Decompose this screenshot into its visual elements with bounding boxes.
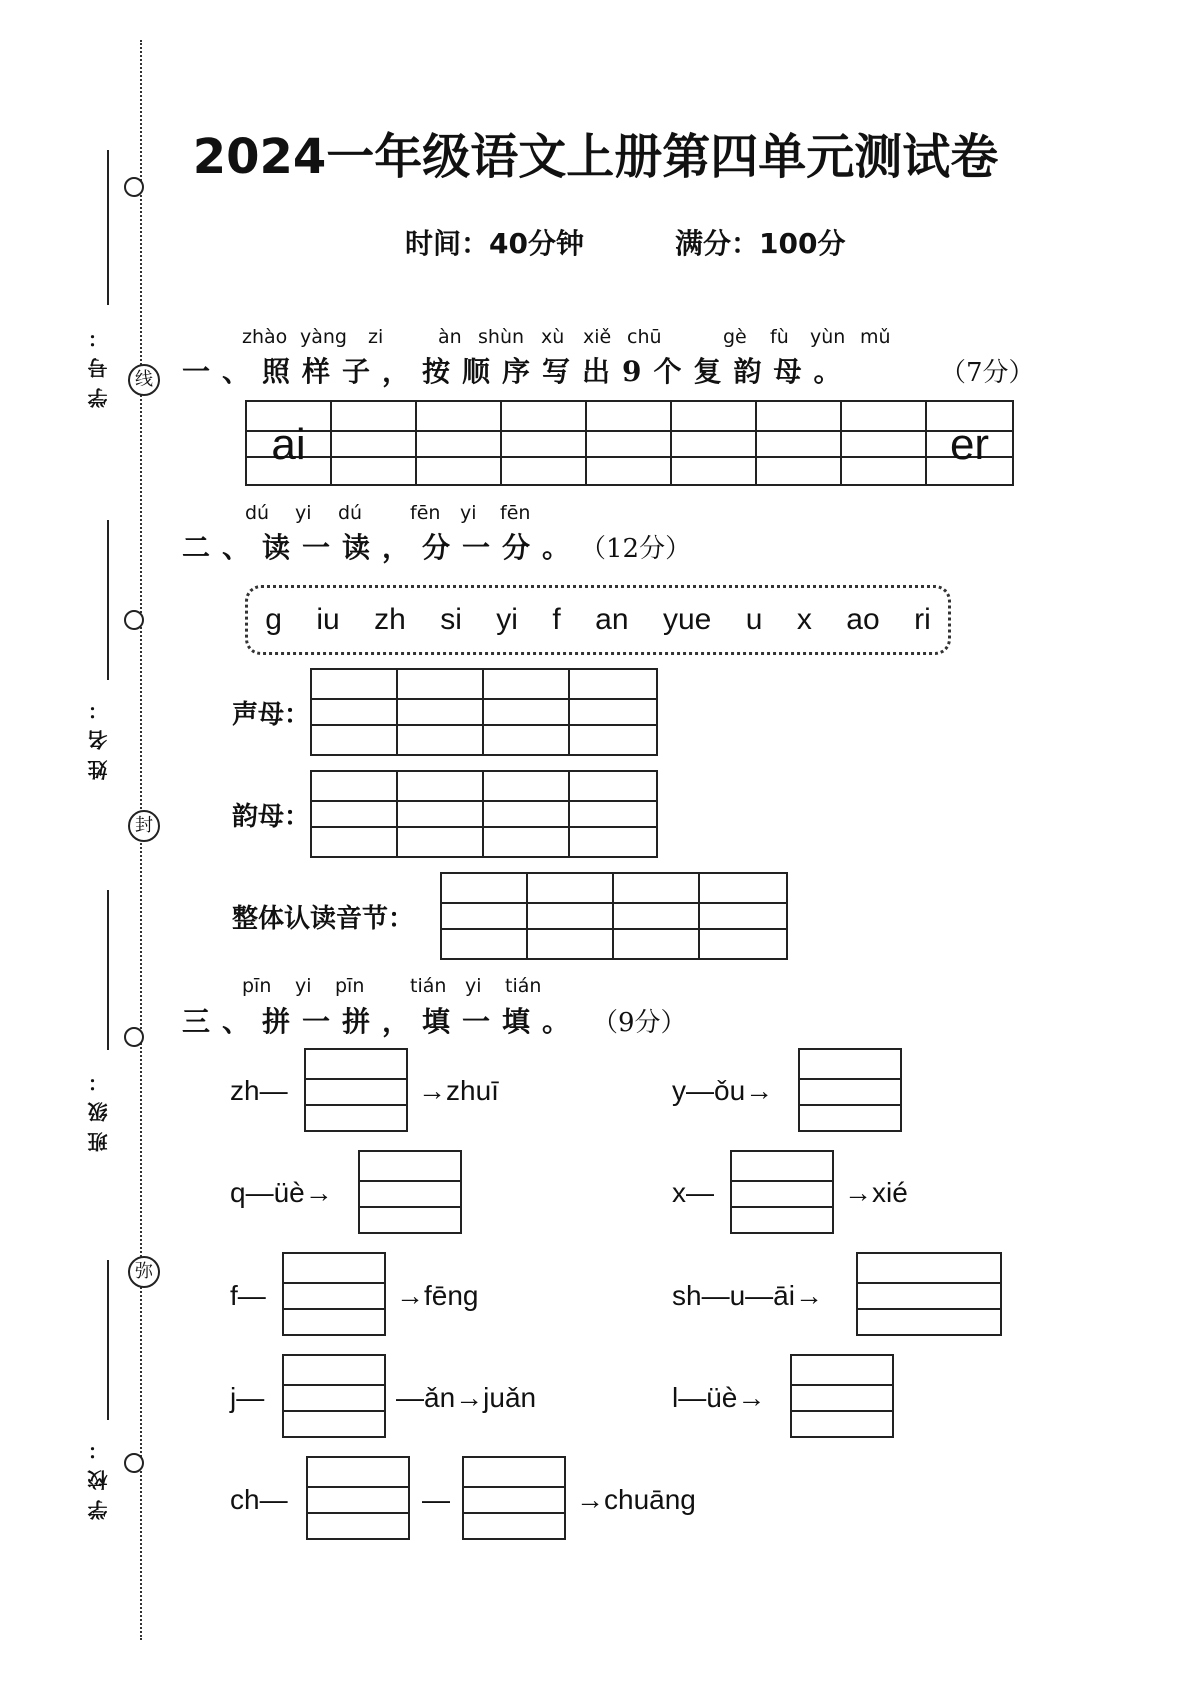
- full-score-label: 满分：100分: [675, 227, 846, 260]
- answer-box[interactable]: [282, 1252, 386, 1336]
- syllable-prefix: x—: [672, 1177, 714, 1208]
- phoneme[interactable]: ao: [846, 603, 880, 636]
- answer-box[interactable]: [730, 1150, 834, 1234]
- phoneme[interactable]: yue: [662, 603, 712, 636]
- pinyin: fēn: [500, 502, 531, 524]
- pinyin: chū: [627, 326, 662, 348]
- syllable-prefix: j—: [230, 1382, 265, 1413]
- answer-box[interactable]: [358, 1150, 462, 1234]
- writing-cell[interactable]: [570, 670, 656, 754]
- writing-cell[interactable]: [332, 402, 417, 484]
- seal-feng: 封: [128, 810, 160, 842]
- pinyin: yi: [295, 975, 312, 997]
- q1-writing-grid[interactable]: [245, 400, 1014, 486]
- syllable-prefix: zh—: [230, 1075, 288, 1106]
- answer-box[interactable]: [282, 1354, 386, 1438]
- answer-box[interactable]: [304, 1048, 408, 1132]
- writing-cell[interactable]: [312, 670, 398, 754]
- writing-cell[interactable]: ai: [247, 402, 332, 484]
- seal-mi: 弥: [128, 1256, 160, 1288]
- q3-score: （9分）: [592, 1008, 687, 1038]
- writing-cell[interactable]: [842, 402, 927, 484]
- finals-label: 韵母：: [232, 802, 311, 832]
- writing-cell[interactable]: [700, 874, 786, 958]
- pinyin: xiě: [583, 326, 612, 348]
- syllable-prefix: y—ǒu→: [672, 1075, 774, 1106]
- phoneme[interactable]: si: [440, 603, 462, 636]
- phoneme[interactable]: yi: [496, 603, 518, 636]
- answer-box[interactable]: [462, 1456, 566, 1540]
- phoneme[interactable]: an: [595, 603, 629, 636]
- pinyin: pīn: [335, 975, 365, 997]
- whole-syllable-label: 整体认读音节：: [232, 904, 415, 934]
- name-label: 姓名：: [87, 690, 111, 780]
- pinyin: fēn: [410, 502, 441, 524]
- q3-heading: 三、拼一拼，填一填。: [182, 1005, 583, 1038]
- pinyin: mǔ: [860, 326, 891, 348]
- pinyin: yàng: [300, 326, 347, 348]
- pinyin: yi: [295, 502, 312, 524]
- syllable-prefix: q—üè→: [230, 1177, 333, 1208]
- writing-cell[interactable]: [442, 874, 528, 958]
- phoneme[interactable]: ri: [914, 603, 931, 636]
- pinyin: yùn: [810, 326, 846, 348]
- writing-cell[interactable]: [502, 402, 587, 484]
- pinyin: xù: [541, 326, 565, 348]
- binding-circle: [124, 610, 144, 630]
- pinyin: dú: [245, 502, 270, 524]
- initials-label: 声母：: [232, 700, 311, 730]
- syllable-result: →chuāng: [576, 1484, 696, 1515]
- school-label: 学校：: [87, 1430, 111, 1520]
- phoneme-bank: [245, 585, 951, 655]
- syllable-prefix: ch—: [230, 1484, 288, 1515]
- pinyin: shùn: [478, 326, 525, 348]
- pinyin: tián: [410, 975, 447, 997]
- q1-heading: 一、照样子，按顺序写出9个复韵母。: [182, 355, 854, 388]
- writing-cell[interactable]: [484, 772, 570, 856]
- syllable-connector: —: [422, 1484, 450, 1515]
- seal-xian: 线: [128, 364, 160, 396]
- phoneme[interactable]: g: [265, 603, 282, 636]
- pinyin: zi: [368, 326, 384, 348]
- writing-cell[interactable]: [614, 874, 700, 958]
- class-line[interactable]: [107, 890, 109, 1050]
- syllable-prefix: l—üè→: [672, 1382, 766, 1413]
- writing-cell[interactable]: er: [927, 402, 1012, 484]
- school-line[interactable]: [107, 1260, 109, 1420]
- page-title: 2024一年级语文上册第四单元测试卷: [192, 129, 999, 185]
- student-id-label: 学号：: [87, 318, 111, 408]
- finals-grid[interactable]: [310, 770, 658, 858]
- phoneme[interactable]: iu: [316, 603, 340, 636]
- pinyin: fù: [770, 326, 789, 348]
- name-line[interactable]: [107, 520, 109, 680]
- writing-cell[interactable]: [398, 670, 484, 754]
- syllable-prefix: f—: [230, 1280, 266, 1311]
- whole-syllable-grid[interactable]: [440, 872, 788, 960]
- pinyin: pīn: [242, 975, 272, 997]
- syllable-result: —ǎn→juǎn: [396, 1382, 537, 1413]
- phoneme[interactable]: x: [796, 603, 812, 636]
- writing-cell[interactable]: [672, 402, 757, 484]
- pinyin: yi: [460, 502, 477, 524]
- syllable-result: →xié: [844, 1177, 908, 1208]
- syllable-result: →fēng: [396, 1280, 479, 1311]
- q2-heading: 二、读一读，分一分。: [182, 531, 583, 564]
- answer-box[interactable]: [856, 1252, 1002, 1336]
- pinyin: yi: [465, 975, 482, 997]
- pinyin: tián: [505, 975, 542, 997]
- phoneme[interactable]: u: [745, 603, 763, 636]
- pinyin: gè: [723, 326, 747, 348]
- writing-cell[interactable]: [757, 402, 842, 484]
- binding-circle: [124, 1027, 144, 1047]
- phoneme[interactable]: f: [552, 603, 561, 636]
- syllable-prefix: sh—u—āi→: [672, 1280, 823, 1311]
- pinyin: zhào: [242, 326, 288, 348]
- pinyin: dú: [338, 502, 363, 524]
- writing-cell[interactable]: [398, 772, 484, 856]
- answer-box[interactable]: [798, 1048, 902, 1132]
- writing-cell[interactable]: [528, 874, 614, 958]
- initials-grid[interactable]: [310, 668, 658, 756]
- binding-circle: [124, 1453, 144, 1473]
- writing-cell[interactable]: [570, 772, 656, 856]
- time-label: 时间：40分钟: [405, 227, 584, 260]
- writing-cell[interactable]: [312, 772, 398, 856]
- writing-cell[interactable]: [587, 402, 672, 484]
- class-label: 班级：: [87, 1062, 111, 1152]
- writing-cell[interactable]: [484, 670, 570, 754]
- writing-cell[interactable]: [417, 402, 502, 484]
- phoneme[interactable]: zh: [374, 603, 406, 636]
- answer-box[interactable]: [306, 1456, 410, 1540]
- pinyin: àn: [438, 326, 462, 348]
- q1-score: （7分）: [940, 358, 1035, 388]
- syllable-result: →zhuī: [418, 1075, 499, 1106]
- answer-box[interactable]: [790, 1354, 894, 1438]
- q2-score: （12分）: [580, 534, 692, 564]
